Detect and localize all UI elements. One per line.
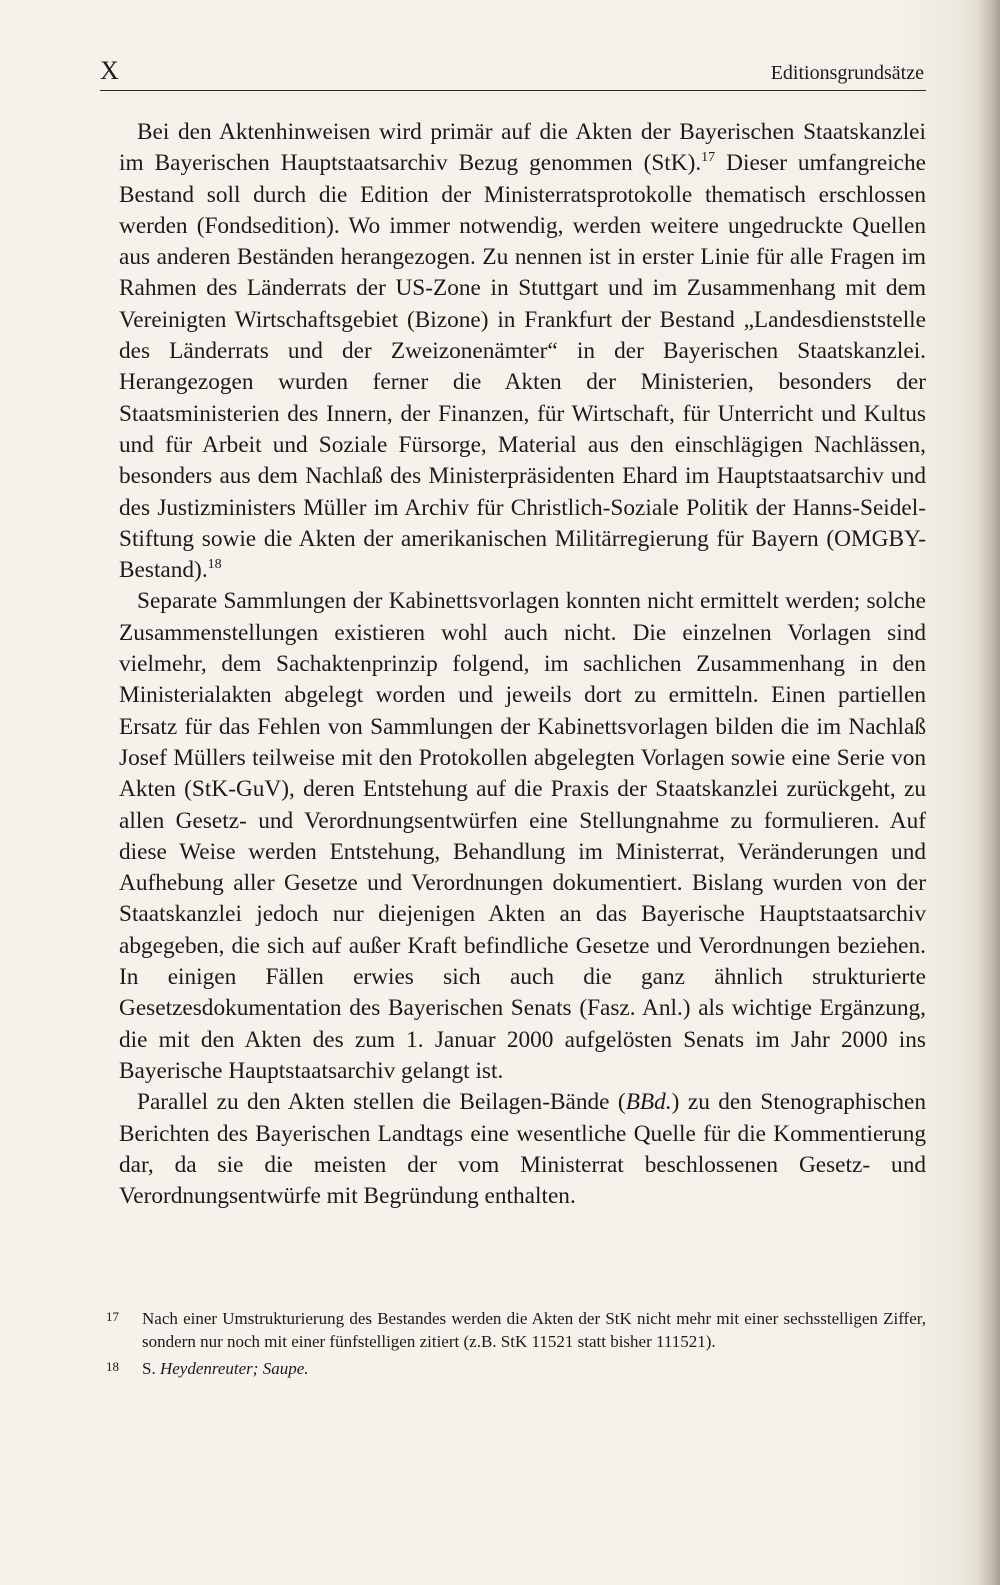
footnotes xyxy=(106,1307,926,1380)
paragraph-supplements-text-b: ) zu den Stenographischen Berichten des Bayerischen Landtags eine wesentliche Quelle für die Kommentierung dar, da sie die meisten der vom Ministerrat beschlossenen Gesetz- und Verordnungsentwürfe mit Begründung enthalten. xyxy=(119,1089,927,1210)
footnote-mark: 18 xyxy=(106,1359,119,1374)
paragraph-sources-text-a: Bei den Aktenhinweisen wird primär auf die Akten der Bayerischen Staatskanzlei im Bayerischen Hauptstaatsarchiv Bezug genommen (StK). xyxy=(119,119,926,177)
footnote-18 xyxy=(106,1357,926,1380)
main-text xyxy=(119,117,926,1212)
footnote-prefix: S. xyxy=(142,1359,160,1378)
paragraph-sources-text-b: Dieser umfangreiche Bestand soll durch die Edition der Ministerratsprotokolle thematisch erschlossen werden (Fondsedition). Wo immer notwendig, werden weitere ungedruckte Quellen aus anderen Beständen herangezogen. Zu nennen ist in erster Linie für alle Fragen im Rahmen des Länderrats der US-Zone in Stuttgart und im Zusammenhang mit dem Vereinigten Wirtschaftsgebiet (Bizone) in Frankfurt der Bestand „Landesdienststelle des Länderrats und der Zweizonenämter“ in der Bayerischen Staatskanzlei. Herangezogen wurden ferner die Akten der Ministerien, besonders der Staatsministerien des Innern, der Finanzen, für Wirtschaft, für Unterricht und Kultus und für Arbeit und Soziale Fürsorge, Material aus den einschlägigen Nachlässen, besonders aus dem Nachlaß des Ministerpräsidenten Ehard im Hauptstaatsarchiv und des Justizministers Müller im Archiv für Christlich-Soziale Politik der Hanns-Seidel-Stiftung sowie die Akten der amerikanischen Militärregierung für Bayern (OMGBY-Bestand). xyxy=(119,150,926,584)
paragraph-cabinet-drafts: Separate Sammlungen der Kabinettsvorlagen konnten nicht ermittelt werden; solche Zusammenstellungen existieren wohl auch nicht. Die einzelnen Vorlagen sind vielmehr, dem Sachaktenprinzip folgend, im sachlichen Zusammenhang in den Ministerialakten abgelegt worden und jeweils dort zu ermitteln. Einen partiellen Ersatz für das Fehlen von Sammlungen der Kabinettsvorlagen bilden die im Nachlaß Josef Müllers teilweise mit den Protokollen abgelegten Vorlagen sowie eine Serie von Akten (StK-GuV), deren Entstehung auf die Praxis der Staatskanzlei zurückgeht, zu allen Gesetz- und Verordnungsentwürfen eine Stellungnahme zu formulieren. Auf diese Weise werden Entstehung, Behandlung im Ministerrat, Veränderungen und Aufhebung aller Gesetze und Verordnungen dokumentiert. Bislang wurden von der Staatskanzlei jedoch nur diejenigen Akten an das Bayerische Hauptstaatsarchiv abgegeben, die sich auf außer Kraft befindliche Gesetze und Verordnungen beziehen. In einigen Fällen erwies sich auch die ganz ähnlich strukturierte Gesetzesdokumentation des Bayerischen Senats (Fasz. Anl.) als wichtige Ergänzung, die mit den Akten des zum 1. Januar 2000 aufgelösten Senats im Jahr 2000 ins Bayerische Hauptstaatsarchiv gelangt ist. xyxy=(119,588,926,1084)
footnote-mark: 17 xyxy=(106,1309,119,1324)
page-number: X xyxy=(100,56,119,85)
footnote-17 xyxy=(106,1307,926,1353)
paragraph-sources xyxy=(119,117,926,586)
paragraph-supplements xyxy=(119,1087,926,1212)
footnote-ref-18: 18 xyxy=(207,557,222,573)
page-header xyxy=(100,56,926,91)
footnote-text: Nach einer Umstrukturierung des Bestandes werden die Akten der StK nicht mehr mit einer sechsstelligen Ziffer, sondern nur noch mit einer fünfstelligen zitiert (z.B. StK 11521 statt bisher 111521). xyxy=(142,1309,926,1351)
footnote-ref-17: 17 xyxy=(701,150,716,166)
running-title: Editionsgrundsätze xyxy=(770,62,924,84)
footnote-authors: Heydenreuter; Saupe. xyxy=(159,1359,309,1378)
page-gutter-shadow xyxy=(978,0,1000,1585)
abbreviation-bbd: BBd. xyxy=(625,1089,672,1116)
paragraph-supplements-text-a: Parallel zu den Akten stellen die Beilagen-Bände ( xyxy=(137,1089,626,1116)
